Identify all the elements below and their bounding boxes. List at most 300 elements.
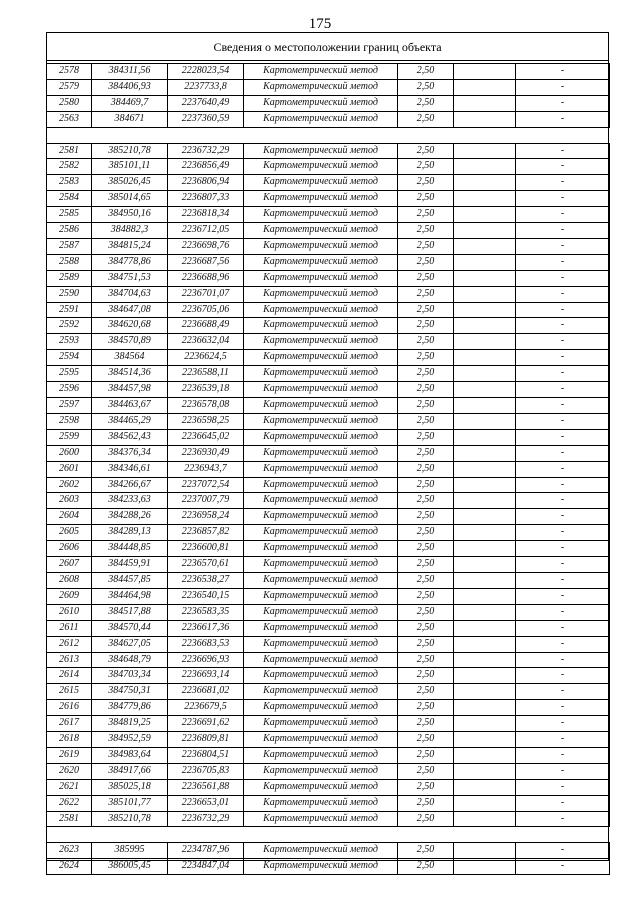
accuracy-cell: 2,50	[398, 557, 454, 573]
description-cell	[454, 732, 516, 748]
description-cell	[454, 207, 516, 223]
note-cell: -	[516, 207, 610, 223]
table-row	[47, 334, 610, 350]
y-coordinate-cell: 2236600,81	[168, 541, 244, 557]
point-number-cell: 2586	[47, 223, 92, 239]
table-row	[47, 95, 610, 111]
note-cell: -	[516, 238, 610, 254]
table-row	[47, 350, 610, 366]
accuracy-cell: 2,50	[398, 398, 454, 414]
description-cell	[454, 716, 516, 732]
method-cell: Картометрический метод	[244, 732, 398, 748]
description-cell	[454, 350, 516, 366]
x-coordinate-cell: 384346,61	[92, 461, 168, 477]
point-number-cell: 2607	[47, 557, 92, 573]
accuracy-cell: 2,50	[398, 859, 454, 875]
note-cell: -	[516, 700, 610, 716]
x-coordinate-cell: 385101,11	[92, 159, 168, 175]
x-coordinate-cell: 384289,13	[92, 525, 168, 541]
table-row	[47, 859, 610, 875]
y-coordinate-cell: 2236687,56	[168, 254, 244, 270]
x-coordinate-cell: 384750,31	[92, 684, 168, 700]
x-coordinate-cell: 384570,89	[92, 334, 168, 350]
point-number-cell: 2588	[47, 254, 92, 270]
table-row	[47, 843, 610, 859]
description-cell	[454, 254, 516, 270]
y-coordinate-cell: 2236856,49	[168, 159, 244, 175]
note-cell: -	[516, 95, 610, 111]
description-cell	[454, 652, 516, 668]
note-cell: -	[516, 684, 610, 700]
y-coordinate-cell: 2236806,94	[168, 175, 244, 191]
note-cell: -	[516, 557, 610, 573]
x-coordinate-cell: 384457,98	[92, 382, 168, 398]
description-cell	[454, 509, 516, 525]
y-coordinate-cell: 2228023,54	[168, 64, 244, 80]
description-cell	[454, 64, 516, 80]
description-cell	[454, 843, 516, 859]
method-cell: Картометрический метод	[244, 779, 398, 795]
separator-cell	[47, 827, 610, 843]
point-number-cell: 2611	[47, 620, 92, 636]
y-coordinate-cell: 2236681,02	[168, 684, 244, 700]
point-number-cell: 2581	[47, 811, 92, 827]
description-cell	[454, 175, 516, 191]
table-row	[47, 366, 610, 382]
point-number-cell: 2581	[47, 143, 92, 159]
description-cell	[454, 747, 516, 763]
note-cell: -	[516, 668, 610, 684]
accuracy-cell: 2,50	[398, 572, 454, 588]
point-number-cell: 2610	[47, 604, 92, 620]
note-cell: -	[516, 223, 610, 239]
point-number-cell: 2584	[47, 191, 92, 207]
y-coordinate-cell: 2236588,11	[168, 366, 244, 382]
accuracy-cell: 2,50	[398, 445, 454, 461]
table-row	[47, 557, 610, 573]
note-cell: -	[516, 79, 610, 95]
y-coordinate-cell: 2236705,06	[168, 302, 244, 318]
method-cell: Картометрический метод	[244, 700, 398, 716]
x-coordinate-cell: 384288,26	[92, 509, 168, 525]
description-cell	[454, 588, 516, 604]
note-cell: -	[516, 413, 610, 429]
x-coordinate-cell: 384266,67	[92, 477, 168, 493]
description-cell	[454, 286, 516, 302]
accuracy-cell: 2,50	[398, 207, 454, 223]
accuracy-cell: 2,50	[398, 270, 454, 286]
description-cell	[454, 143, 516, 159]
method-cell: Картометрический метод	[244, 461, 398, 477]
method-cell: Картометрический метод	[244, 79, 398, 95]
point-number-cell: 2589	[47, 270, 92, 286]
method-cell: Картометрический метод	[244, 382, 398, 398]
point-number-cell: 2605	[47, 525, 92, 541]
note-cell: -	[516, 350, 610, 366]
description-cell	[454, 684, 516, 700]
description-cell	[454, 604, 516, 620]
description-cell	[454, 366, 516, 382]
description-cell	[454, 557, 516, 573]
description-cell	[454, 191, 516, 207]
y-coordinate-cell: 2237007,79	[168, 493, 244, 509]
y-coordinate-cell: 2236693,14	[168, 668, 244, 684]
accuracy-cell: 2,50	[398, 366, 454, 382]
y-coordinate-cell: 2236696,93	[168, 652, 244, 668]
x-coordinate-cell: 384917,66	[92, 763, 168, 779]
method-cell: Картометрический метод	[244, 572, 398, 588]
method-cell: Картометрический метод	[244, 223, 398, 239]
description-cell	[454, 461, 516, 477]
accuracy-cell: 2,50	[398, 700, 454, 716]
method-cell: Картометрический метод	[244, 763, 398, 779]
method-cell: Картометрический метод	[244, 302, 398, 318]
method-cell: Картометрический метод	[244, 238, 398, 254]
point-number-cell: 2618	[47, 732, 92, 748]
y-coordinate-cell: 2236688,96	[168, 270, 244, 286]
point-number-cell: 2617	[47, 716, 92, 732]
method-cell: Картометрический метод	[244, 254, 398, 270]
table-row	[47, 159, 610, 175]
accuracy-cell: 2,50	[398, 843, 454, 859]
description-cell	[454, 270, 516, 286]
point-number-cell: 2580	[47, 95, 92, 111]
method-cell: Картометрический метод	[244, 588, 398, 604]
table-row	[47, 636, 610, 652]
y-coordinate-cell: 2236561,88	[168, 779, 244, 795]
description-cell	[454, 779, 516, 795]
note-cell: -	[516, 64, 610, 80]
x-coordinate-cell: 384627,05	[92, 636, 168, 652]
description-cell	[454, 159, 516, 175]
x-coordinate-cell: 384620,68	[92, 318, 168, 334]
x-coordinate-cell: 384376,34	[92, 445, 168, 461]
note-cell: -	[516, 334, 610, 350]
table-row	[47, 541, 610, 557]
method-cell: Картометрический метод	[244, 668, 398, 684]
table-row	[47, 732, 610, 748]
point-number-cell: 2585	[47, 207, 92, 223]
description-cell	[454, 334, 516, 350]
description-cell	[454, 541, 516, 557]
point-number-cell: 2579	[47, 79, 92, 95]
note-cell: -	[516, 461, 610, 477]
x-coordinate-cell: 384463,67	[92, 398, 168, 414]
method-cell: Картометрический метод	[244, 541, 398, 557]
x-coordinate-cell: 384459,91	[92, 557, 168, 573]
accuracy-cell: 2,50	[398, 620, 454, 636]
table-row	[47, 143, 610, 159]
y-coordinate-cell: 2236807,33	[168, 191, 244, 207]
point-number-cell: 2623	[47, 843, 92, 859]
method-cell: Картометрический метод	[244, 604, 398, 620]
table-row	[47, 302, 610, 318]
y-coordinate-cell: 2237640,49	[168, 95, 244, 111]
y-coordinate-cell: 2236539,18	[168, 382, 244, 398]
point-number-cell: 2595	[47, 366, 92, 382]
accuracy-cell: 2,50	[398, 684, 454, 700]
table-row	[47, 795, 610, 811]
accuracy-cell: 2,50	[398, 747, 454, 763]
table-row	[47, 747, 610, 763]
y-coordinate-cell: 2236679,5	[168, 700, 244, 716]
point-number-cell: 2616	[47, 700, 92, 716]
table-row	[47, 413, 610, 429]
table-row	[47, 509, 610, 525]
method-cell: Картометрический метод	[244, 111, 398, 127]
table-row	[47, 652, 610, 668]
x-coordinate-cell: 384469,7	[92, 95, 168, 111]
description-cell	[454, 525, 516, 541]
table-row	[47, 223, 610, 239]
table-row	[47, 64, 610, 80]
note-cell: -	[516, 254, 610, 270]
method-cell: Картометрический метод	[244, 493, 398, 509]
x-coordinate-cell: 385101,77	[92, 795, 168, 811]
accuracy-cell: 2,50	[398, 588, 454, 604]
note-cell: -	[516, 763, 610, 779]
table-row	[47, 620, 610, 636]
description-cell	[454, 111, 516, 127]
y-coordinate-cell: 2236732,29	[168, 143, 244, 159]
table-row	[47, 175, 610, 191]
y-coordinate-cell: 2236958,24	[168, 509, 244, 525]
table-row	[47, 811, 610, 827]
point-number-cell: 2590	[47, 286, 92, 302]
y-coordinate-cell: 2236930,49	[168, 445, 244, 461]
accuracy-cell: 2,50	[398, 318, 454, 334]
method-cell: Картометрический метод	[244, 366, 398, 382]
y-coordinate-cell: 2236809,81	[168, 732, 244, 748]
accuracy-cell: 2,50	[398, 795, 454, 811]
description-cell	[454, 811, 516, 827]
y-coordinate-cell: 2237733,8	[168, 79, 244, 95]
point-number-cell: 2606	[47, 541, 92, 557]
description-cell	[454, 668, 516, 684]
point-number-cell: 2608	[47, 572, 92, 588]
point-number-cell: 2563	[47, 111, 92, 127]
method-cell: Картометрический метод	[244, 191, 398, 207]
note-cell: -	[516, 445, 610, 461]
table-row	[47, 493, 610, 509]
note-cell: -	[516, 429, 610, 445]
accuracy-cell: 2,50	[398, 509, 454, 525]
note-cell: -	[516, 747, 610, 763]
table-row	[47, 207, 610, 223]
note-cell: -	[516, 191, 610, 207]
x-coordinate-cell: 384648,79	[92, 652, 168, 668]
point-number-cell: 2615	[47, 684, 92, 700]
point-number-cell: 2587	[47, 238, 92, 254]
accuracy-cell: 2,50	[398, 525, 454, 541]
x-coordinate-cell: 384465,29	[92, 413, 168, 429]
accuracy-cell: 2,50	[398, 334, 454, 350]
accuracy-cell: 2,50	[398, 254, 454, 270]
x-coordinate-cell: 384514,36	[92, 366, 168, 382]
note-cell: -	[516, 143, 610, 159]
point-number-cell: 2621	[47, 779, 92, 795]
note-cell: -	[516, 604, 610, 620]
y-coordinate-cell: 2236701,07	[168, 286, 244, 302]
x-coordinate-cell: 384564	[92, 350, 168, 366]
y-coordinate-cell: 2236804,51	[168, 747, 244, 763]
accuracy-cell: 2,50	[398, 159, 454, 175]
method-cell: Картометрический метод	[244, 398, 398, 414]
description-cell	[454, 795, 516, 811]
y-coordinate-cell: 2236688,49	[168, 318, 244, 334]
point-number-cell: 2597	[47, 398, 92, 414]
note-cell: -	[516, 525, 610, 541]
description-cell	[454, 429, 516, 445]
y-coordinate-cell: 2236683,53	[168, 636, 244, 652]
description-cell	[454, 95, 516, 111]
y-coordinate-cell: 2234847,04	[168, 859, 244, 875]
table-row	[47, 382, 610, 398]
description-cell	[454, 302, 516, 318]
y-coordinate-cell: 2236857,82	[168, 525, 244, 541]
accuracy-cell: 2,50	[398, 541, 454, 557]
note-cell: -	[516, 398, 610, 414]
method-cell: Картометрический метод	[244, 95, 398, 111]
table-row	[47, 445, 610, 461]
x-coordinate-cell: 386005,45	[92, 859, 168, 875]
point-number-cell: 2591	[47, 302, 92, 318]
point-number-cell: 2600	[47, 445, 92, 461]
point-number-cell: 2594	[47, 350, 92, 366]
method-cell: Картометрический метод	[244, 159, 398, 175]
table-row	[47, 398, 610, 414]
table-row	[47, 763, 610, 779]
group-separator-row	[47, 827, 610, 843]
table-row	[47, 429, 610, 445]
accuracy-cell: 2,50	[398, 493, 454, 509]
method-cell: Картометрический метод	[244, 525, 398, 541]
y-coordinate-cell: 2236645,02	[168, 429, 244, 445]
y-coordinate-cell: 2236540,15	[168, 588, 244, 604]
method-cell: Картометрический метод	[244, 207, 398, 223]
description-cell	[454, 477, 516, 493]
y-coordinate-cell: 2236698,76	[168, 238, 244, 254]
y-coordinate-cell: 2234787,96	[168, 843, 244, 859]
x-coordinate-cell: 384703,34	[92, 668, 168, 684]
method-cell: Картометрический метод	[244, 795, 398, 811]
note-cell: -	[516, 270, 610, 286]
y-coordinate-cell: 2236653,01	[168, 795, 244, 811]
note-cell: -	[516, 652, 610, 668]
note-cell: -	[516, 732, 610, 748]
sheet-title: Сведения о местоположении границ объекта	[47, 33, 608, 61]
x-coordinate-cell: 385210,78	[92, 811, 168, 827]
table-row	[47, 238, 610, 254]
point-number-cell: 2596	[47, 382, 92, 398]
point-number-cell: 2598	[47, 413, 92, 429]
description-cell	[454, 620, 516, 636]
method-cell: Картометрический метод	[244, 747, 398, 763]
note-cell: -	[516, 620, 610, 636]
note-cell: -	[516, 111, 610, 127]
description-cell	[454, 238, 516, 254]
table-row	[47, 191, 610, 207]
point-number-cell: 2593	[47, 334, 92, 350]
point-number-cell: 2601	[47, 461, 92, 477]
method-cell: Картометрический метод	[244, 413, 398, 429]
table-row	[47, 716, 610, 732]
accuracy-cell: 2,50	[398, 111, 454, 127]
description-cell	[454, 79, 516, 95]
note-cell: -	[516, 779, 610, 795]
point-number-cell: 2613	[47, 652, 92, 668]
note-cell: -	[516, 318, 610, 334]
x-coordinate-cell: 384778,86	[92, 254, 168, 270]
accuracy-cell: 2,50	[398, 461, 454, 477]
note-cell: -	[516, 716, 610, 732]
accuracy-cell: 2,50	[398, 716, 454, 732]
description-cell	[454, 413, 516, 429]
x-coordinate-cell: 384647,08	[92, 302, 168, 318]
description-cell	[454, 859, 516, 875]
accuracy-cell: 2,50	[398, 382, 454, 398]
x-coordinate-cell: 384233,63	[92, 493, 168, 509]
point-number-cell: 2583	[47, 175, 92, 191]
x-coordinate-cell: 384882,3	[92, 223, 168, 239]
note-cell: -	[516, 302, 610, 318]
x-coordinate-cell: 384406,93	[92, 79, 168, 95]
method-cell: Картометрический метод	[244, 477, 398, 493]
x-coordinate-cell: 384570,44	[92, 620, 168, 636]
description-cell	[454, 445, 516, 461]
y-coordinate-cell: 2237072,54	[168, 477, 244, 493]
method-cell: Картометрический метод	[244, 811, 398, 827]
method-cell: Картометрический метод	[244, 684, 398, 700]
method-cell: Картометрический метод	[244, 270, 398, 286]
accuracy-cell: 2,50	[398, 652, 454, 668]
description-cell	[454, 493, 516, 509]
note-cell: -	[516, 382, 610, 398]
accuracy-cell: 2,50	[398, 429, 454, 445]
y-coordinate-cell: 2236617,36	[168, 620, 244, 636]
y-coordinate-cell: 2236578,08	[168, 398, 244, 414]
table-row	[47, 270, 610, 286]
method-cell: Картометрический метод	[244, 64, 398, 80]
point-number-cell: 2592	[47, 318, 92, 334]
method-cell: Картометрический метод	[244, 620, 398, 636]
method-cell: Картометрический метод	[244, 716, 398, 732]
x-coordinate-cell: 384950,16	[92, 207, 168, 223]
accuracy-cell: 2,50	[398, 732, 454, 748]
accuracy-cell: 2,50	[398, 604, 454, 620]
x-coordinate-cell: 384983,64	[92, 747, 168, 763]
x-coordinate-cell: 384819,25	[92, 716, 168, 732]
point-number-cell: 2622	[47, 795, 92, 811]
description-cell	[454, 223, 516, 239]
accuracy-cell: 2,50	[398, 636, 454, 652]
x-coordinate-cell: 384311,56	[92, 64, 168, 80]
note-cell: -	[516, 572, 610, 588]
table-row	[47, 286, 610, 302]
method-cell: Картометрический метод	[244, 175, 398, 191]
note-cell: -	[516, 636, 610, 652]
table-row	[47, 779, 610, 795]
y-coordinate-cell: 2236732,29	[168, 811, 244, 827]
accuracy-cell: 2,50	[398, 811, 454, 827]
table-row	[47, 668, 610, 684]
description-cell	[454, 382, 516, 398]
y-coordinate-cell: 2237360,59	[168, 111, 244, 127]
x-coordinate-cell: 385026,45	[92, 175, 168, 191]
x-coordinate-cell: 384517,88	[92, 604, 168, 620]
description-cell	[454, 700, 516, 716]
table-row	[47, 588, 610, 604]
